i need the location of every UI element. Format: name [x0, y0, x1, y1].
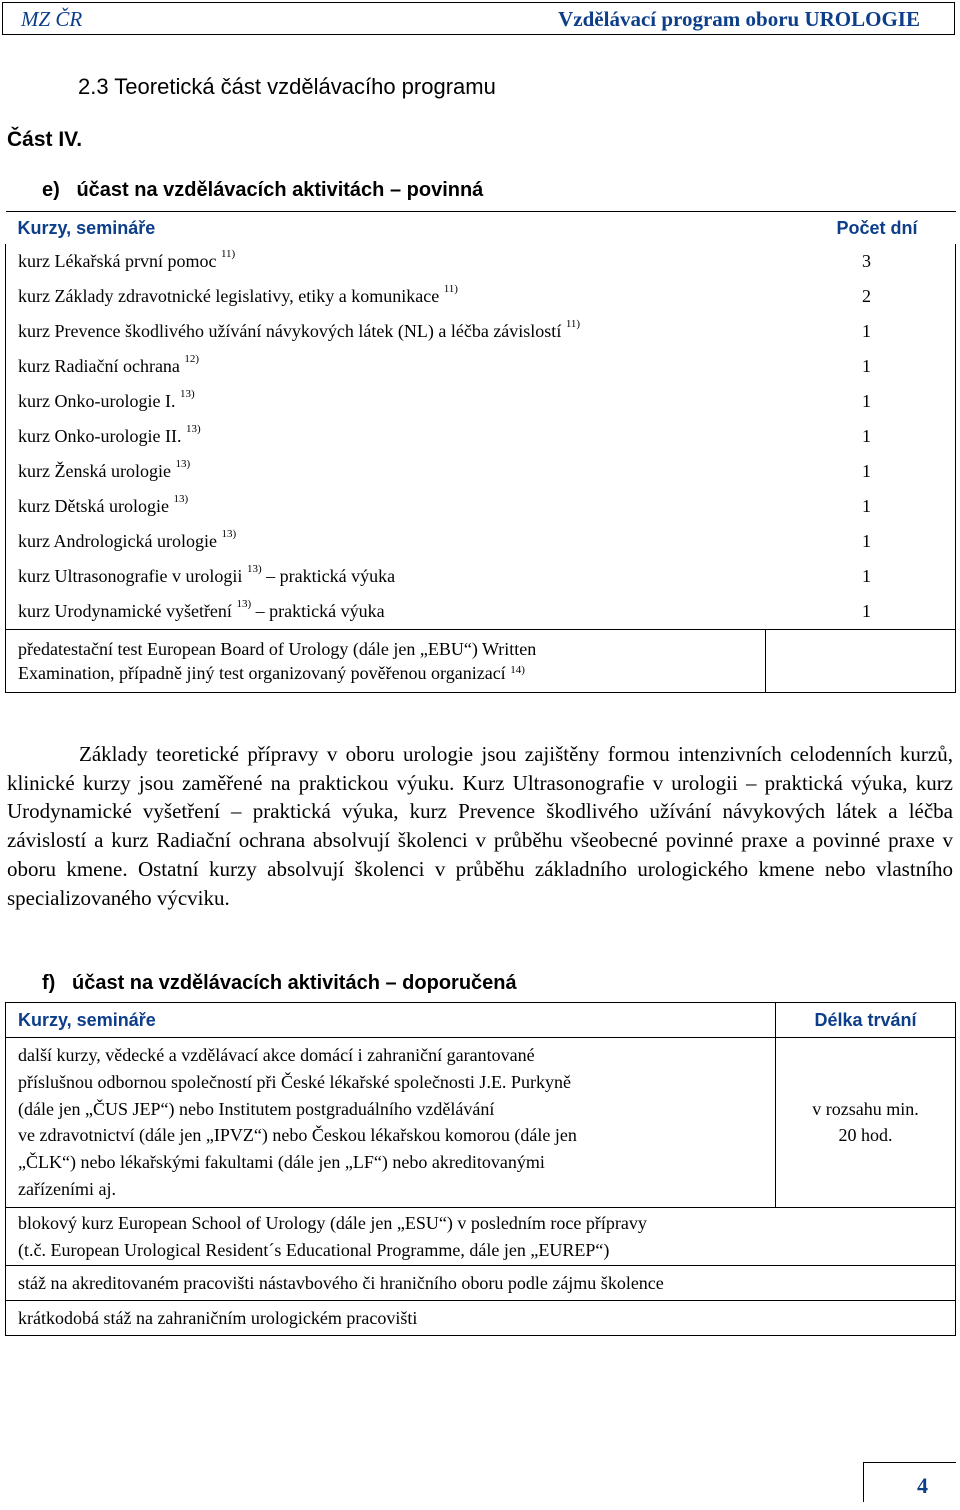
table-row [6, 349, 956, 384]
course-days: 2 [766, 279, 956, 314]
body-paragraph [7, 740, 953, 912]
course-name-cell [6, 559, 766, 594]
course-days: 1 [766, 559, 956, 594]
course-ref: 11) [443, 283, 458, 295]
exam-line-2: Examination, případně jiný test organizovaný pověřenou organizací [18, 663, 506, 683]
esu-line-1: blokový kurz European School of Urology (dále jen „ESU“) v posledním roce přípravy [18, 1212, 647, 1233]
course-ref: 13) [173, 493, 189, 505]
table-row [6, 489, 956, 524]
course-ref: 13) [221, 528, 237, 540]
section-f-title: účast na vzdělávacích aktivitách – doporučená [72, 972, 517, 994]
duration-line-1: v rozsahu min. [812, 1099, 919, 1120]
foreign-internship-cell: krátkodobá stáž na zahraničním urologickém pracovišti [6, 1301, 956, 1336]
course-ref: 13) [236, 598, 252, 610]
course-name: kurz Ultrasonografie v urologii [18, 566, 243, 586]
course-name: kurz Onko-urologie II. [18, 426, 182, 446]
header-ministry: MZ ČR [21, 7, 83, 31]
course-suffix: – praktická výuka [251, 601, 385, 621]
table-row [6, 244, 956, 279]
row1-line: (dále jen „ČUS JEP“) nebo Institutem postgraduálního vzdělávání [18, 1098, 495, 1119]
course-ref: 11) [220, 248, 236, 260]
course-ref: 11) [565, 318, 581, 330]
course-name: kurz Ženská urologie [18, 461, 171, 481]
course-days: 1 [766, 314, 956, 349]
exam-line-1: předatestační test European Board of Urology (dále jen „EBU“) Written [18, 639, 537, 659]
course-name-cell [6, 279, 766, 314]
other-courses-cell [6, 1038, 776, 1208]
course-name: kurz Dětská urologie [18, 496, 169, 516]
course-name-cell [6, 349, 766, 384]
row1-line: ve zdravotnictví (dále jen „IPVZ“) nebo Českou lékařskou komorou (dále jen [18, 1125, 577, 1146]
duration-cell [776, 1038, 956, 1208]
section-title: 2.3 Teoretická část vzdělávacího programu [78, 74, 496, 99]
paragraph-sentence-2: Kurz Ultrasonografie v urologii – praktická výuka, kurz Urodynamické vyšetření – praktická výuka, kurz Prevence škodlivého užívání návykových látek a léčba závislostí a kurz Radiační ochrana absolvují školenci v průběhu všeobecné povinné praxe a povinné praxe v oboru kmene. [7, 770, 954, 881]
section-e-title: účast na vzdělávacích aktivitách – povinná [76, 179, 484, 201]
section-e-heading [42, 179, 483, 202]
col-courses-header: Kurzy, semináře [6, 212, 766, 245]
course-name: kurz Prevence škodlivého užívání návykových látek (NL) a léčba závislostí [18, 321, 562, 341]
table-header-row [6, 212, 956, 245]
course-name-cell [6, 419, 766, 454]
table-row [6, 384, 956, 419]
exam-ref: 14) [510, 664, 525, 676]
course-name-cell [6, 489, 766, 524]
header-program-title: Vzdělávací program oboru UROLOGIE [558, 7, 920, 31]
row1-line: „ČLK“) nebo lékařskými fakultami (dále jen „LF“) nebo akreditovanými [18, 1152, 545, 1173]
page-header [2, 2, 955, 35]
course-name-cell [6, 454, 766, 489]
course-name-cell [6, 524, 766, 559]
section-f-heading [42, 972, 517, 995]
section-e-letter: e) [42, 179, 60, 201]
duration-line-2: 20 hod. [838, 1125, 893, 1146]
table-row [6, 419, 956, 454]
course-ref: 13) [246, 563, 262, 575]
course-days: 3 [766, 244, 956, 279]
recommended-courses-table [5, 1002, 956, 1336]
internship-cell: stáž na akreditovaném pracovišti nástavbového či hraničního oboru podle zájmu školence [6, 1266, 956, 1301]
course-days: 1 [766, 489, 956, 524]
table-row [6, 1266, 956, 1301]
course-name: kurz Lékařská první pomoc [18, 251, 217, 271]
course-ref: 12) [184, 353, 200, 365]
page-number: 4 [863, 1462, 956, 1502]
course-days: 1 [766, 594, 956, 630]
course-name: kurz Andrologická urologie [18, 531, 217, 551]
course-days: 1 [766, 419, 956, 454]
esu-course-cell [6, 1207, 956, 1266]
exam-days-cell [766, 630, 956, 693]
exam-cell [6, 630, 766, 693]
course-ref: 13) [175, 458, 191, 470]
table-header-row [6, 1003, 956, 1038]
course-days: 1 [766, 384, 956, 419]
table-row [6, 1038, 956, 1208]
course-name-cell [6, 244, 766, 279]
row1-line: další kurzy, vědecké a vzdělávací akce domácí i zahraniční garantované [18, 1045, 535, 1065]
table-row [6, 454, 956, 489]
table-row [6, 1301, 956, 1336]
table-row [6, 630, 956, 693]
paragraph-sentence-3: Ostatní kurzy absolvují školenci v průběhu základního urologického kmene nebo vlastního specializovaného výcviku. [7, 856, 953, 910]
col-duration-header: Délka trvání [776, 1003, 956, 1038]
course-name-cell [6, 314, 766, 349]
course-days: 1 [766, 349, 956, 384]
course-name: kurz Urodynamické vyšetření [18, 601, 232, 621]
table-row [6, 279, 956, 314]
course-name: kurz Radiační ochrana [18, 356, 180, 376]
course-name: kurz Onko-urologie I. [18, 391, 176, 411]
course-days: 1 [766, 454, 956, 489]
course-name-cell [6, 594, 766, 630]
table-row [6, 524, 956, 559]
table-row [6, 594, 956, 630]
mandatory-courses-table [5, 211, 956, 693]
course-name: kurz Základy zdravotnické legislativy, etiky a komunikace [18, 286, 440, 306]
paragraph-sentence-1: Základy teoretické přípravy v oboru urologie jsou zajištěny formou intenzivních celodenních kurzů, klinické kurzy jsou zaměřené na praktickou výuku. [7, 742, 953, 795]
row1-line: příslušnou odbornou společností při České lékařské společnosti J.E. Purkyně [18, 1071, 571, 1092]
row1-line: zařízeními aj. [18, 1178, 116, 1199]
course-name-cell [6, 384, 766, 419]
course-ref: 13) [185, 423, 201, 435]
col-days-header: Počet dní [766, 212, 956, 245]
course-days: 1 [766, 524, 956, 559]
table-row [6, 1207, 956, 1266]
part-title: Část IV. [7, 128, 83, 151]
course-ref: 13) [179, 388, 195, 400]
table-row [6, 314, 956, 349]
col-courses-header: Kurzy, semináře [6, 1003, 776, 1038]
table-row [6, 559, 956, 594]
course-suffix: – praktická výuka [261, 566, 396, 586]
esu-line-2: (t.č. European Urological Resident´s Educational Programme, dále jen „EUREP“) [18, 1239, 610, 1260]
section-f-letter: f) [42, 972, 56, 994]
